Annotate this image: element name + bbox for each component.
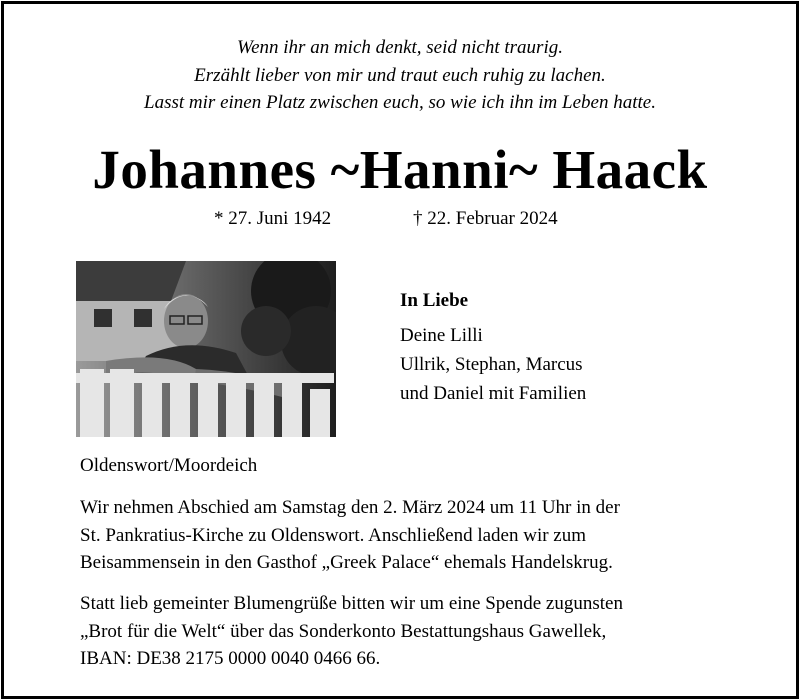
- service-paragraph: [80, 494, 620, 577]
- family-line: Deine Lilli: [400, 325, 483, 346]
- portrait-photo-illustration: [76, 261, 336, 437]
- poem-line: Wenn ihr an mich denkt, seid nicht traurig.: [237, 37, 563, 58]
- poem-line: Lasst mir einen Platz zwischen euch, so wie ich ihn im Leben hatte.: [144, 92, 656, 113]
- donation-line: Statt lieb gemeinter Blumengrüße bitten wir um eine Spende zugunsten: [80, 593, 623, 614]
- service-line: St. Pankratius-Kirche zu Oldenswort. Anschließend laden wir zum: [80, 524, 587, 546]
- donation-paragraph: [80, 590, 623, 673]
- poem-line: Erzählt lieber von mir und traut euch ruhig zu lachen.: [194, 64, 606, 86]
- donation-line: IBAN: DE38 2175 0000 0040 0466 66.: [80, 648, 381, 669]
- birth-date: * 27. Juni 1942: [214, 208, 332, 229]
- service-line: Beisammensein in den Gasthof „Greek Palace“ ehemals Handelskrug.: [80, 552, 613, 573]
- family-heading: In Liebe: [400, 290, 469, 311]
- death-date: † 22. Februar 2024: [413, 208, 558, 229]
- family-line: und Daniel mit Familien: [400, 383, 587, 404]
- family-signature: [400, 286, 586, 408]
- location: Oldenswort/Moordeich: [80, 455, 258, 476]
- donation-line: „Brot für die Welt“ über das Sonderkonto Bestattungshaus Gawellek,: [80, 620, 607, 642]
- poem: [0, 34, 800, 117]
- family-line: Ullrik, Stephan, Marcus: [400, 354, 583, 375]
- service-line: Wir nehmen Abschied am Samstag den 2. März 2024 um 11 Uhr in der: [80, 497, 620, 518]
- portrait-photo: [76, 261, 336, 437]
- deceased-name: Johannes ~Hanni~ Haack: [92, 139, 708, 200]
